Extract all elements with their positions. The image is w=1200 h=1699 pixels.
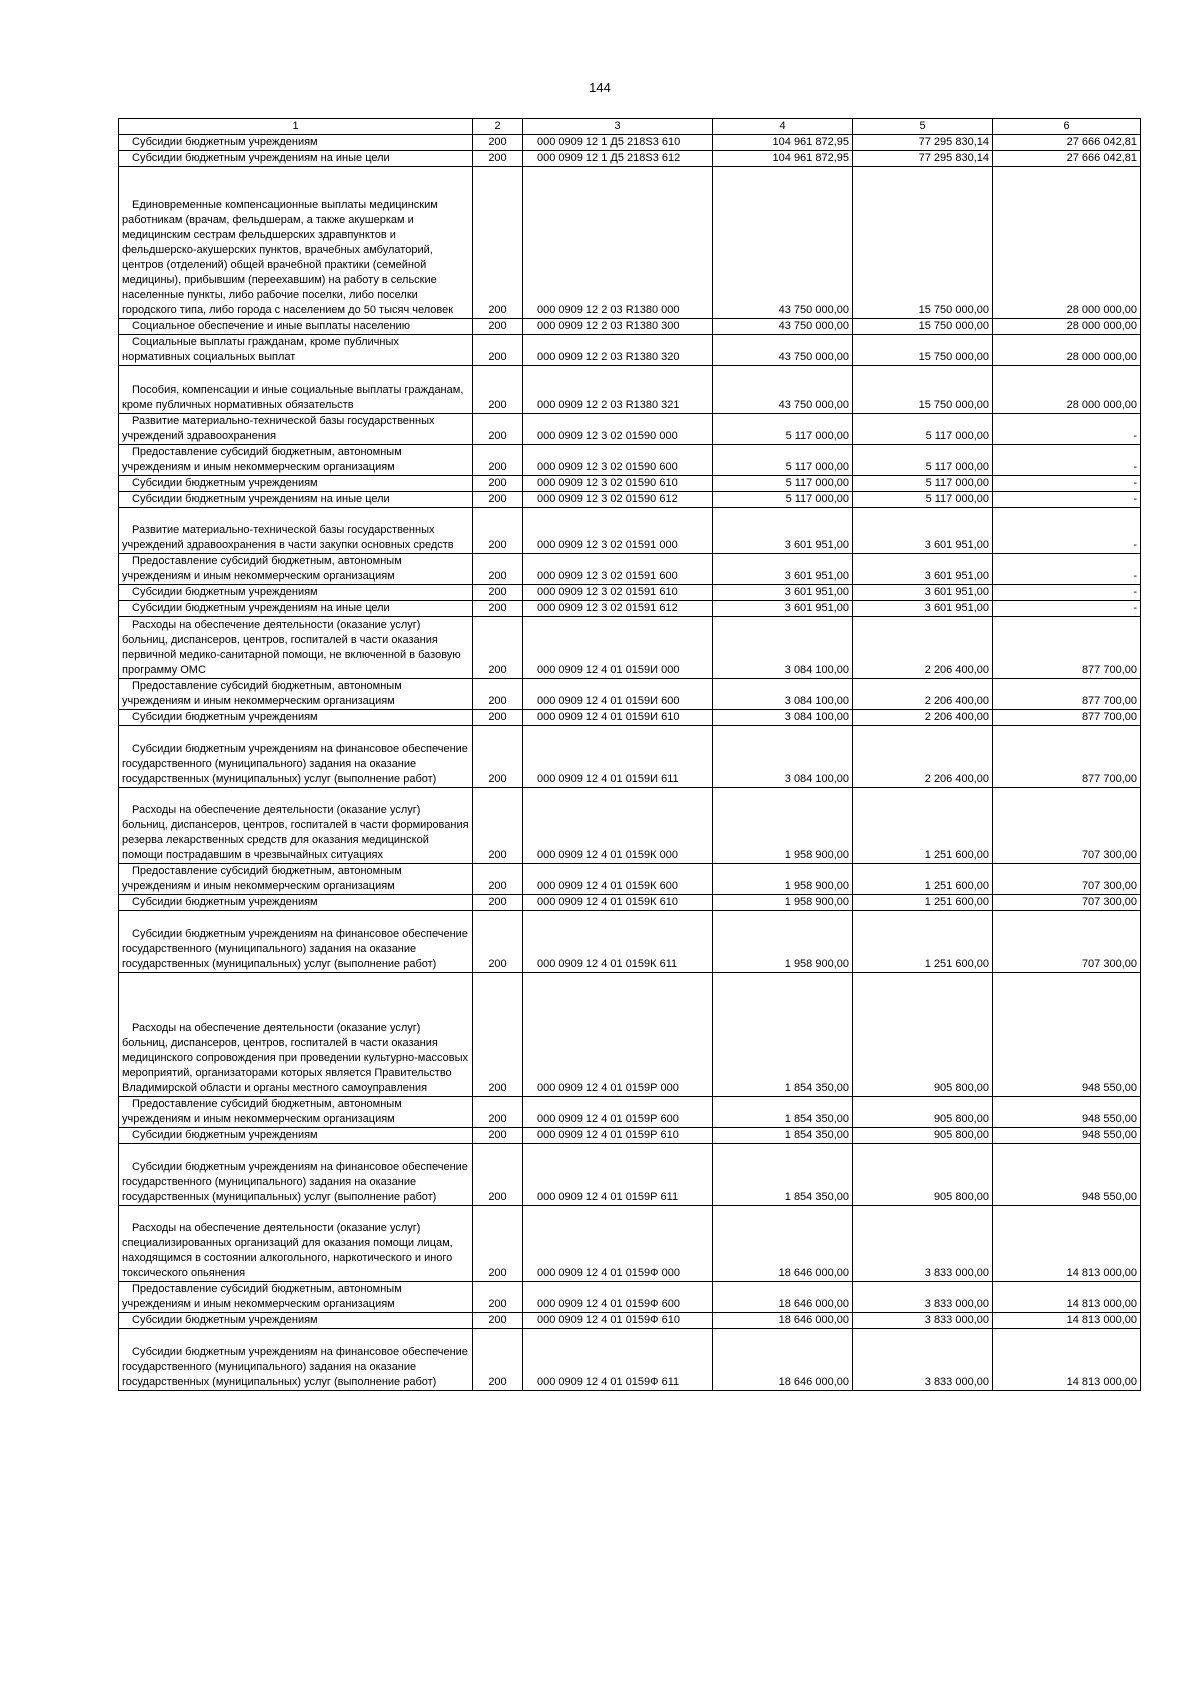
row-name-text: Единовременные компенсационные выплаты медицинским работникам (врачам, фельдшерам, а также акушеркам и медицинским сестрам фельдшерских здравпунктов и фельдшерско-акушерских пунктов, врачебных амбулаторий, центров (отделений) общей врачебной практики (семейной медицины), прибывшим (переехавшим) на работу в сельские населенные пункты, либо рабочие поселки, либо поселки городского типа, либо города с населением до 50 тысяч человек xyxy=(122,199,454,316)
table-row xyxy=(119,319,1141,335)
table-row xyxy=(119,1313,1141,1329)
row-value-5: 5 117 000,00 xyxy=(853,414,993,445)
row-value-5: 5 117 000,00 xyxy=(853,476,993,492)
row-name-text: Субсидии бюджетным учреждениям на финансовое обеспечение государственного (муниципального) задания на оказание государственных (муниципальных) услуг (выполнение работ) xyxy=(122,1161,468,1203)
row-value-5: 3 833 000,00 xyxy=(853,1206,993,1282)
row-value-6: - xyxy=(993,445,1141,476)
row-value-6: 877 700,00 xyxy=(993,726,1141,788)
row-value-6: - xyxy=(993,554,1141,585)
row-kbk: 000 0909 12 4 01 0159И 000 xyxy=(523,617,713,679)
row-value-4: 1 958 900,00 xyxy=(713,788,853,864)
row-value-5: 2 206 400,00 xyxy=(853,617,993,679)
row-name xyxy=(119,973,473,1097)
row-name-text: Субсидии бюджетным учреждениям xyxy=(132,136,318,148)
row-value-4: 3 601 951,00 xyxy=(713,601,853,617)
row-code: 200 xyxy=(473,788,523,864)
row-value-4: 43 750 000,00 xyxy=(713,366,853,414)
table-row xyxy=(119,335,1141,366)
row-value-6: 28 000 000,00 xyxy=(993,335,1141,366)
row-value-4: 3 084 100,00 xyxy=(713,726,853,788)
row-value-5: 3 833 000,00 xyxy=(853,1282,993,1313)
row-kbk: 000 0909 12 4 01 0159Ф 600 xyxy=(523,1282,713,1313)
row-value-5: 905 800,00 xyxy=(853,1128,993,1144)
row-kbk: 000 0909 12 4 01 0159Р 600 xyxy=(523,1097,713,1128)
row-name-text: Субсидии бюджетным учреждениям на иные цели xyxy=(132,602,390,614)
table-row xyxy=(119,1097,1141,1128)
row-value-5: 905 800,00 xyxy=(853,973,993,1097)
row-value-5: 77 295 830,14 xyxy=(853,135,993,151)
table-row xyxy=(119,710,1141,726)
column-header-2: 2 xyxy=(473,119,523,135)
table-row xyxy=(119,1144,1141,1206)
row-kbk: 000 0909 12 4 01 0159К 600 xyxy=(523,864,713,895)
row-value-5: 1 251 600,00 xyxy=(853,911,993,973)
row-name xyxy=(119,1329,473,1391)
table-row xyxy=(119,864,1141,895)
row-name xyxy=(119,726,473,788)
row-kbk: 000 0909 12 3 02 01591 600 xyxy=(523,554,713,585)
row-value-4: 1 854 350,00 xyxy=(713,1144,853,1206)
row-name-text: Субсидии бюджетным учреждениям на иные цели xyxy=(132,493,390,505)
row-name-text: Субсидии бюджетным учреждениям на финансовое обеспечение государственного (муниципального) задания на оказание государственных (муниципальных) услуг (выполнение работ) xyxy=(122,743,468,785)
row-value-5: 2 206 400,00 xyxy=(853,726,993,788)
row-value-4: 18 646 000,00 xyxy=(713,1313,853,1329)
row-code: 200 xyxy=(473,1128,523,1144)
row-code: 200 xyxy=(473,414,523,445)
page-number: 144 xyxy=(589,80,611,95)
row-name xyxy=(119,788,473,864)
row-name xyxy=(119,414,473,445)
table-row xyxy=(119,585,1141,601)
table-row xyxy=(119,414,1141,445)
row-kbk: 000 0909 12 4 01 0159К 000 xyxy=(523,788,713,864)
row-value-6: - xyxy=(993,508,1141,554)
table-row xyxy=(119,445,1141,476)
row-value-6: 14 813 000,00 xyxy=(993,1313,1141,1329)
row-kbk: 000 0909 12 4 01 0159И 611 xyxy=(523,726,713,788)
row-name xyxy=(119,1144,473,1206)
row-name xyxy=(119,585,473,601)
row-value-4: 18 646 000,00 xyxy=(713,1329,853,1391)
row-code: 200 xyxy=(473,335,523,366)
row-kbk: 000 0909 12 3 02 01590 000 xyxy=(523,414,713,445)
row-name xyxy=(119,1282,473,1313)
row-value-4: 3 601 951,00 xyxy=(713,554,853,585)
row-kbk: 000 0909 12 4 01 0159К 611 xyxy=(523,911,713,973)
column-header-4: 4 xyxy=(713,119,853,135)
table-row xyxy=(119,492,1141,508)
row-code: 200 xyxy=(473,911,523,973)
row-name xyxy=(119,601,473,617)
table-row xyxy=(119,366,1141,414)
column-number-row xyxy=(119,119,1141,135)
row-name xyxy=(119,617,473,679)
row-name xyxy=(119,335,473,366)
row-kbk: 000 0909 12 1 Д5 218S3 610 xyxy=(523,135,713,151)
row-name-text: Предоставление субсидий бюджетным, автономным учреждениям и иным некоммерческим организациям xyxy=(122,680,402,707)
row-value-6: 877 700,00 xyxy=(993,679,1141,710)
row-name xyxy=(119,151,473,167)
row-name xyxy=(119,135,473,151)
row-kbk: 000 0909 12 4 01 0159Р 611 xyxy=(523,1144,713,1206)
table-row xyxy=(119,1206,1141,1282)
table-row xyxy=(119,476,1141,492)
table-row xyxy=(119,973,1141,1097)
row-name-text: Расходы на обеспечение деятельности (оказание услуг) больниц, диспансеров, центров, госпиталей в части формирования резерва лекарственных средств для оказания медицинской помощи пострадавшим в чрезвычайных ситуациях xyxy=(122,804,469,861)
row-name-text: Предоставление субсидий бюджетным, автономным учреждениям и иным некоммерческим организациям xyxy=(122,446,402,473)
row-name-text: Расходы на обеспечение деятельности (оказание услуг) больниц, диспансеров, центров, госпиталей в части оказания первичной медико-санитарной помощи, не включенной в базовую программу ОМС xyxy=(122,619,461,676)
row-code: 200 xyxy=(473,1329,523,1391)
row-kbk: 000 0909 12 2 03 R1380 300 xyxy=(523,319,713,335)
table-row xyxy=(119,167,1141,319)
row-value-6: 707 300,00 xyxy=(993,864,1141,895)
row-value-6: 707 300,00 xyxy=(993,895,1141,911)
row-value-5: 2 206 400,00 xyxy=(853,710,993,726)
row-code: 200 xyxy=(473,135,523,151)
row-value-6: 27 666 042,81 xyxy=(993,135,1141,151)
table-row xyxy=(119,601,1141,617)
row-value-4: 43 750 000,00 xyxy=(713,319,853,335)
column-header-3: 3 xyxy=(523,119,713,135)
row-value-4: 3 084 100,00 xyxy=(713,617,853,679)
row-name xyxy=(119,679,473,710)
row-value-6: 948 550,00 xyxy=(993,1144,1141,1206)
row-value-4: 5 117 000,00 xyxy=(713,476,853,492)
row-name-text: Субсидии бюджетным учреждениям на иные цели xyxy=(132,152,390,164)
row-kbk: 000 0909 12 4 01 0159И 600 xyxy=(523,679,713,710)
column-header-5: 5 xyxy=(853,119,993,135)
row-code: 200 xyxy=(473,445,523,476)
row-name-text: Развитие материально-технической базы государственных учреждений здравоохранения в части закупки основных средств xyxy=(122,524,454,551)
row-value-6: 27 666 042,81 xyxy=(993,151,1141,167)
row-name xyxy=(119,476,473,492)
row-name xyxy=(119,895,473,911)
row-value-6: - xyxy=(993,476,1141,492)
table-row xyxy=(119,788,1141,864)
row-name-text: Пособия, компенсации и иные социальные выплаты гражданам, кроме публичных нормативных обязательств xyxy=(122,384,464,411)
row-code: 200 xyxy=(473,167,523,319)
row-code: 200 xyxy=(473,1313,523,1329)
row-name xyxy=(119,911,473,973)
row-code: 200 xyxy=(473,585,523,601)
row-name xyxy=(119,492,473,508)
table-row xyxy=(119,895,1141,911)
row-value-5: 77 295 830,14 xyxy=(853,151,993,167)
row-kbk: 000 0909 12 4 01 0159К 610 xyxy=(523,895,713,911)
row-name-text: Субсидии бюджетным учреждениям xyxy=(132,1129,318,1141)
row-value-6: 877 700,00 xyxy=(993,710,1141,726)
row-value-5: 905 800,00 xyxy=(853,1097,993,1128)
row-value-6: - xyxy=(993,492,1141,508)
column-header-6: 6 xyxy=(993,119,1141,135)
row-code: 200 xyxy=(473,508,523,554)
row-value-6: - xyxy=(993,601,1141,617)
row-name xyxy=(119,1097,473,1128)
row-kbk: 000 0909 12 4 01 0159Ф 000 xyxy=(523,1206,713,1282)
row-code: 200 xyxy=(473,1097,523,1128)
table-row xyxy=(119,911,1141,973)
row-value-4: 1 958 900,00 xyxy=(713,864,853,895)
row-kbk: 000 0909 12 4 01 0159Р 000 xyxy=(523,973,713,1097)
row-code: 200 xyxy=(473,895,523,911)
row-code: 200 xyxy=(473,319,523,335)
row-name-text: Предоставление субсидий бюджетным, автономным учреждениям и иным некоммерческим организациям xyxy=(122,555,402,582)
row-value-5: 1 251 600,00 xyxy=(853,788,993,864)
row-name xyxy=(119,554,473,585)
row-code: 200 xyxy=(473,679,523,710)
row-value-6: - xyxy=(993,414,1141,445)
row-value-4: 1 958 900,00 xyxy=(713,895,853,911)
budget-table xyxy=(118,118,1141,1391)
row-value-6: 28 000 000,00 xyxy=(993,366,1141,414)
row-name-text: Расходы на обеспечение деятельности (оказание услуг) больниц, диспансеров, центров, госпиталей в части оказания медицинского сопровождения при проведении культурно-массовых мероприятий, организаторами которых является Правительство Владимирской области и органы местного самоуправления xyxy=(122,1022,468,1094)
row-value-6: 14 813 000,00 xyxy=(993,1329,1141,1391)
row-kbk: 000 0909 12 2 03 R1380 000 xyxy=(523,167,713,319)
row-value-5: 3 833 000,00 xyxy=(853,1329,993,1391)
row-value-6: 948 550,00 xyxy=(993,973,1141,1097)
row-value-5: 3 833 000,00 xyxy=(853,1313,993,1329)
row-kbk: 000 0909 12 2 03 R1380 321 xyxy=(523,366,713,414)
row-value-6: 14 813 000,00 xyxy=(993,1282,1141,1313)
table-row xyxy=(119,679,1141,710)
row-name xyxy=(119,445,473,476)
row-value-4: 1 854 350,00 xyxy=(713,1097,853,1128)
row-kbk: 000 0909 12 4 01 0159Ф 611 xyxy=(523,1329,713,1391)
row-code: 200 xyxy=(473,492,523,508)
row-value-4: 43 750 000,00 xyxy=(713,335,853,366)
row-value-5: 3 601 951,00 xyxy=(853,508,993,554)
row-name-text: Субсидии бюджетным учреждениям на финансовое обеспечение государственного (муниципального) задания на оказание государственных (муниципальных) услуг (выполнение работ) xyxy=(122,928,468,970)
row-name-text: Субсидии бюджетным учреждениям xyxy=(132,1314,318,1326)
row-name-text: Субсидии бюджетным учреждениям xyxy=(132,711,318,723)
row-kbk: 000 0909 12 2 03 R1380 320 xyxy=(523,335,713,366)
row-value-6: 877 700,00 xyxy=(993,617,1141,679)
row-code: 200 xyxy=(473,710,523,726)
row-kbk: 000 0909 12 1 Д5 218S3 612 xyxy=(523,151,713,167)
row-value-5: 1 251 600,00 xyxy=(853,895,993,911)
row-value-6: 948 550,00 xyxy=(993,1128,1141,1144)
row-value-4: 5 117 000,00 xyxy=(713,492,853,508)
row-name-text: Социальное обеспечение и иные выплаты населению xyxy=(132,320,410,332)
table-row xyxy=(119,135,1141,151)
row-code: 200 xyxy=(473,726,523,788)
row-value-6: 14 813 000,00 xyxy=(993,1206,1141,1282)
row-kbk: 000 0909 12 3 02 01591 000 xyxy=(523,508,713,554)
row-name-text: Предоставление субсидий бюджетным, автономным учреждениям и иным некоммерческим организациям xyxy=(122,1098,402,1125)
row-kbk: 000 0909 12 4 01 0159Ф 610 xyxy=(523,1313,713,1329)
row-code: 200 xyxy=(473,973,523,1097)
row-value-5: 905 800,00 xyxy=(853,1144,993,1206)
row-name xyxy=(119,508,473,554)
row-value-4: 18 646 000,00 xyxy=(713,1282,853,1313)
row-kbk: 000 0909 12 3 02 01591 612 xyxy=(523,601,713,617)
row-name-text: Предоставление субсидий бюджетным, автономным учреждениям и иным некоммерческим организациям xyxy=(122,865,402,892)
row-name-text: Субсидии бюджетным учреждениям на финансовое обеспечение государственного (муниципального) задания на оказание государственных (муниципальных) услуг (выполнение работ) xyxy=(122,1346,468,1388)
row-name xyxy=(119,1128,473,1144)
table-row xyxy=(119,1128,1141,1144)
row-name-text: Расходы на обеспечение деятельности (оказание услуг) специализированных организаций для оказания помощи лицам, находящимся в состоянии алкогольного, наркотического и иного токсического опьянения xyxy=(122,1222,453,1279)
row-name xyxy=(119,167,473,319)
row-value-4: 104 961 872,95 xyxy=(713,151,853,167)
row-kbk: 000 0909 12 4 01 0159Р 610 xyxy=(523,1128,713,1144)
table-row xyxy=(119,1329,1141,1391)
row-code: 200 xyxy=(473,1144,523,1206)
row-value-5: 3 601 951,00 xyxy=(853,601,993,617)
table-row xyxy=(119,508,1141,554)
row-code: 200 xyxy=(473,864,523,895)
row-value-5: 2 206 400,00 xyxy=(853,679,993,710)
table-row xyxy=(119,151,1141,167)
row-value-6: - xyxy=(993,585,1141,601)
table-row xyxy=(119,617,1141,679)
row-code: 200 xyxy=(473,1206,523,1282)
row-code: 200 xyxy=(473,476,523,492)
row-value-6: 707 300,00 xyxy=(993,911,1141,973)
row-code: 200 xyxy=(473,554,523,585)
row-value-4: 3 601 951,00 xyxy=(713,585,853,601)
row-value-5: 15 750 000,00 xyxy=(853,335,993,366)
row-value-4: 3 084 100,00 xyxy=(713,710,853,726)
row-value-5: 5 117 000,00 xyxy=(853,445,993,476)
row-name xyxy=(119,319,473,335)
row-kbk: 000 0909 12 3 02 01590 610 xyxy=(523,476,713,492)
row-value-6: 28 000 000,00 xyxy=(993,319,1141,335)
row-name xyxy=(119,366,473,414)
row-value-4: 1 854 350,00 xyxy=(713,1128,853,1144)
row-value-4: 3 601 951,00 xyxy=(713,508,853,554)
row-value-4: 5 117 000,00 xyxy=(713,414,853,445)
row-value-5: 5 117 000,00 xyxy=(853,492,993,508)
row-value-4: 104 961 872,95 xyxy=(713,135,853,151)
row-value-5: 1 251 600,00 xyxy=(853,864,993,895)
row-name xyxy=(119,710,473,726)
row-value-5: 3 601 951,00 xyxy=(853,554,993,585)
row-name-text: Субсидии бюджетным учреждениям xyxy=(132,586,318,598)
row-value-6: 707 300,00 xyxy=(993,788,1141,864)
row-value-5: 3 601 951,00 xyxy=(853,585,993,601)
row-kbk: 000 0909 12 3 02 01590 612 xyxy=(523,492,713,508)
row-value-4: 43 750 000,00 xyxy=(713,167,853,319)
row-value-5: 15 750 000,00 xyxy=(853,366,993,414)
row-value-4: 3 084 100,00 xyxy=(713,679,853,710)
row-value-4: 1 958 900,00 xyxy=(713,911,853,973)
row-name-text: Социальные выплаты гражданам, кроме публичных нормативных социальных выплат xyxy=(122,336,399,363)
row-name-text: Развитие материально-технической базы государственных учреждений здравоохранения xyxy=(122,415,435,442)
row-name-text: Предоставление субсидий бюджетным, автономным учреждениям и иным некоммерческим организациям xyxy=(122,1283,402,1310)
table-row xyxy=(119,554,1141,585)
row-name xyxy=(119,1206,473,1282)
row-code: 200 xyxy=(473,601,523,617)
row-name-text: Субсидии бюджетным учреждениям xyxy=(132,896,318,908)
row-code: 200 xyxy=(473,151,523,167)
row-name-text: Субсидии бюджетным учреждениям xyxy=(132,477,318,489)
row-value-4: 5 117 000,00 xyxy=(713,445,853,476)
row-value-5: 15 750 000,00 xyxy=(853,319,993,335)
row-name xyxy=(119,1313,473,1329)
row-value-6: 948 550,00 xyxy=(993,1097,1141,1128)
budget-table-body xyxy=(119,119,1141,1391)
row-code: 200 xyxy=(473,1282,523,1313)
row-kbk: 000 0909 12 3 02 01590 600 xyxy=(523,445,713,476)
row-kbk: 000 0909 12 4 01 0159И 610 xyxy=(523,710,713,726)
row-code: 200 xyxy=(473,366,523,414)
table-row xyxy=(119,1282,1141,1313)
row-kbk: 000 0909 12 3 02 01591 610 xyxy=(523,585,713,601)
row-name xyxy=(119,864,473,895)
column-header-1: 1 xyxy=(119,119,473,135)
row-code: 200 xyxy=(473,617,523,679)
table-row xyxy=(119,726,1141,788)
row-value-4: 1 854 350,00 xyxy=(713,973,853,1097)
row-value-6: 28 000 000,00 xyxy=(993,167,1141,319)
row-value-4: 18 646 000,00 xyxy=(713,1206,853,1282)
row-value-5: 15 750 000,00 xyxy=(853,167,993,319)
